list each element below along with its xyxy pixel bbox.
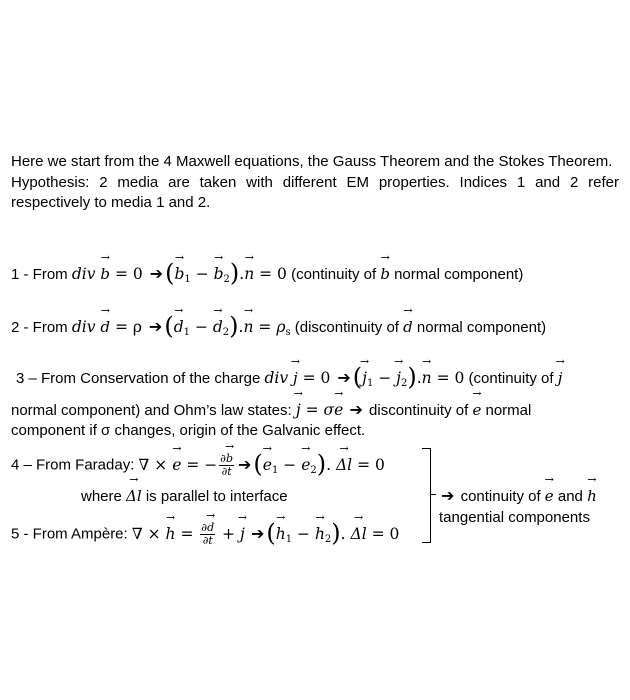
eq1-lead: 1 - From (11, 266, 72, 283)
eq3-line2c: normal (481, 402, 532, 419)
equation-3-line-2: normal component) and Ohm’s law states: → j = σ→ e ➔ discontinuity of → e normal (11, 400, 619, 421)
eq3-note: (continuity of (464, 370, 558, 387)
intro-paragraph-1: Here we start from the 4 Maxwell equations, the Gauss Theorem and the Stokes Theorem. (11, 153, 613, 170)
eq4-where-post: is parallel to interface (141, 488, 288, 505)
arrow-icon: ➔ (238, 456, 252, 474)
eq2-note-end: normal component) (412, 319, 547, 336)
eq2-note: (discontinuity of (290, 319, 404, 336)
equation-4-where: where → Δl is parallel to interface (81, 486, 411, 507)
document-page (11, 0, 619, 700)
equation-4: 4 – From Faraday: ∇ × → e = − $\frac{\partial\to b}{\partial t}$ ➔(→ $e_1$ − → $e_2$). → Δl = 0 (11, 453, 619, 478)
arrow-icon: ➔ (441, 488, 455, 505)
conclusion-and: and (553, 488, 588, 505)
equation-1: 1 - From div → b = 0 ➔(→ $b_1$ − → $b_2).\to n = 0$ (continuity of → b normal component) (11, 264, 619, 285)
arrow-icon: ➔ (149, 266, 164, 283)
conclusion-line-2: tangential components (439, 509, 590, 526)
eq3-line2a: normal component) and Ohm’s law states: (11, 402, 296, 419)
eq5-lead: 5 - From Ampère: (11, 525, 132, 543)
eq4-where-pre: where (81, 488, 127, 505)
equation-3-line-3: component if σ changes, origin of the Galvanic effect. (11, 422, 366, 439)
arrow-icon: ➔ (337, 370, 351, 387)
eq2-lead: 2 - From (11, 319, 72, 336)
intro-text (11, 152, 619, 214)
grouping-bracket (422, 448, 431, 543)
eq1-note: (continuity of (286, 266, 381, 283)
arrow-icon: ➔ (349, 402, 363, 419)
eq4-lead: 4 – From Faraday: (11, 456, 139, 474)
equation-5: 5 - From Ampère: ∇ × → h = $\frac{\partial\to d}{\partial t}$ + → j ➔(→ $h_1$ − → $h_2$). → Δl = 0 (11, 522, 619, 547)
intro-paragraph-2: Hypothesis: 2 media are taken with different EM properties. Indices 1 and 2 refer respectively to media 1 and 2. (11, 173, 619, 211)
equation-3-line-1: 3 – From Conservation of the charge div → j = 0 ➔(→ $j_1$ − → $j_2).\to n = 0$ (continuity of → j (16, 368, 619, 389)
arrow-icon: ➔ (250, 525, 265, 543)
equation-2: 2 - From div → d = ρ ➔(→ $d_1$ − → $d_2).\to n = \rho_s$ (discontinuity of → d normal component) (11, 317, 619, 338)
arrow-icon: ➔ (148, 319, 163, 336)
grouping-bracket-tick (430, 494, 436, 495)
eq3-line2b: discontinuity of (364, 402, 473, 419)
eq1-note-end: normal component) (389, 266, 524, 283)
eq3-lead: 3 – From Conservation of the charge (16, 370, 265, 387)
tangential-conclusion: ➔ continuity of → e and → h tangential components (439, 486, 597, 528)
conclusion-pre: continuity of (460, 488, 545, 505)
